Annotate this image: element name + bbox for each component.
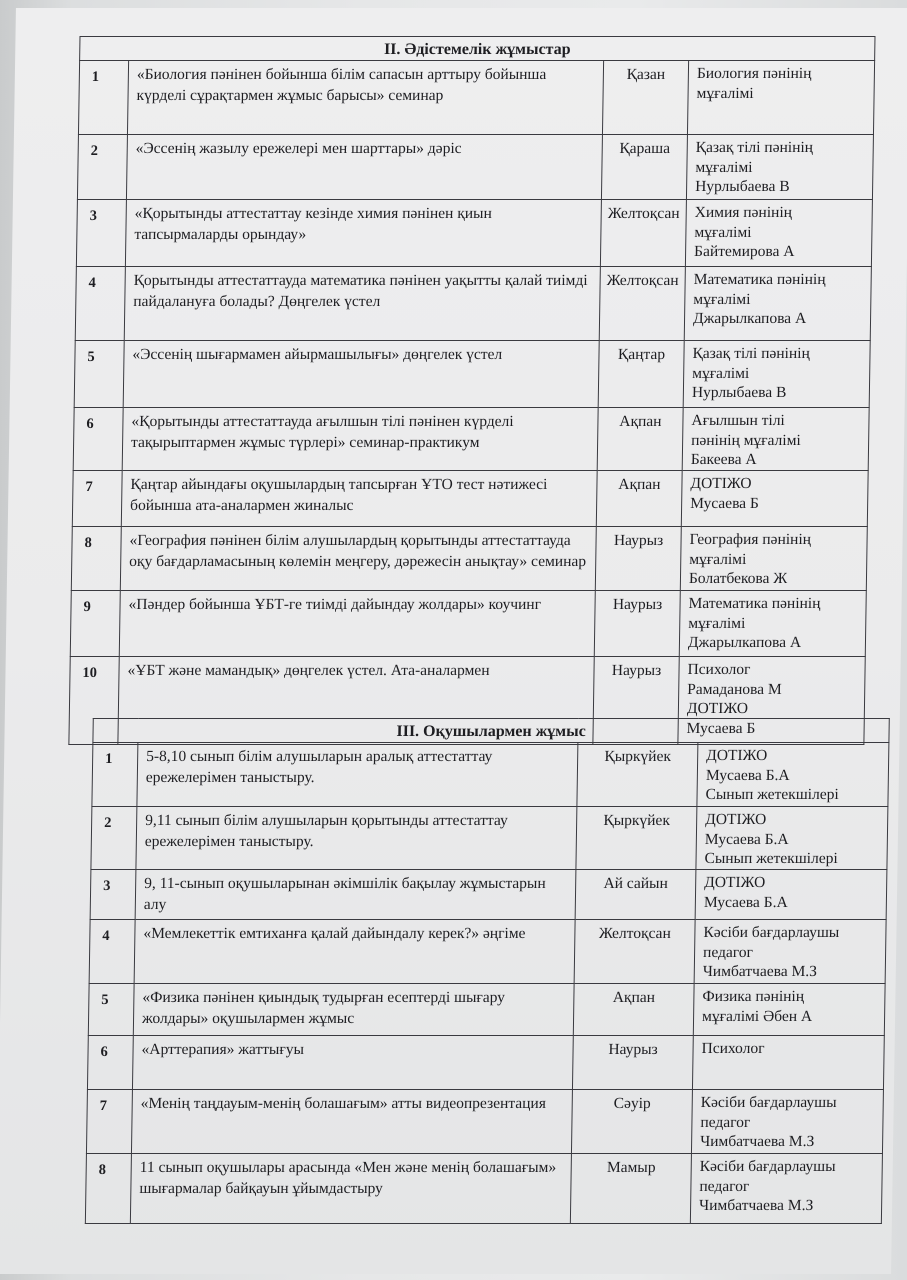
row-month: Наурыз: [595, 527, 681, 591]
document-page: [0, 8, 907, 1274]
row-number: 2: [77, 135, 127, 200]
row-month: Қазан: [602, 61, 688, 135]
row-number: 8: [85, 1154, 131, 1224]
row-topic: 9, 11-сынып оқушыларынан әкімшілік бақылау жұмыстарын алу: [135, 870, 576, 920]
row-topic: «Эссенің жазылу ережелері мен шарттары» дәріс: [126, 135, 602, 200]
row-number: 10: [69, 657, 119, 745]
row-responsible: Химия пәнінің мұғалімі Байтемирова А: [685, 200, 872, 267]
row-topic: «Мемлекеттік емтиханға қалай дайындалу керек?» әңгіме: [134, 920, 575, 984]
row-number: 5: [74, 341, 124, 408]
row-number: 1: [92, 743, 138, 807]
row-number: 2: [91, 807, 137, 870]
row-responsible: Биология пәнінің мұғалімі: [687, 61, 874, 135]
table-row: [86, 1090, 883, 1154]
row-responsible: Кәсіби бағдарлаушы педагог Чимбатчаева М.З: [691, 1090, 883, 1154]
row-topic: «ҰБТ және мамандық» дөңгелек үстел. Ата-аналармен: [118, 657, 594, 745]
row-topic: «География пәнінен білім алушылардың қорытынды аттестаттауда оқу бағдарламасының көлемін меңгеру, дәрежесін анықтау» семинар: [120, 527, 596, 591]
student-work-table: [85, 718, 890, 1224]
row-number: 5: [88, 984, 134, 1036]
row-number: 1: [78, 61, 128, 135]
row-month: Сәуір: [571, 1090, 692, 1154]
row-topic: «Физика пәнінен қиындық тудырған есептерді шығару жолдары» оқушылармен жұмыс: [133, 984, 574, 1036]
row-responsible: ДОТІЖО Мусаева Б.А Сынып жетекшілері: [696, 807, 888, 870]
row-responsible: Психолог: [692, 1036, 884, 1090]
row-responsible: Психолог Рамаданова М ДОТІЖО Мусаева Б: [678, 657, 865, 745]
row-number: 3: [90, 870, 136, 920]
row-responsible: Математика пәнінің мұғалімі Джарылкапова А: [679, 591, 866, 657]
row-topic: «Биология пәнінен бойынша білім сапасын арттыру бойынша күрделі сұрақтармен жұмыс барысы» семинар: [127, 61, 603, 135]
row-month: Ақпан: [597, 408, 683, 471]
row-responsible: Кәсіби бағдарлаушы педагог Чимбатчаева М.З: [690, 1154, 882, 1224]
methodical-work-table: [68, 36, 875, 745]
row-number: 3: [76, 200, 126, 267]
table-row: [76, 200, 872, 267]
row-month: Желтоқсан: [599, 267, 685, 341]
table-row: [71, 527, 867, 591]
row-month: Желтоқсан: [574, 920, 695, 984]
row-topic: «Эссенің шығармамен айырмашылығы» дөңгелек үстел: [123, 341, 599, 408]
row-month: Желтоқсан: [600, 200, 686, 267]
row-topic: Қорытынды аттестаттауда математика пәнінен уақытты қалай тиімді пайдалануға болады? Дөңгелек үстел: [124, 267, 600, 341]
row-number: 8: [71, 527, 121, 591]
row-topic: «Арттерапия» жаттығуы: [132, 1036, 573, 1090]
row-month: Наурыз: [594, 591, 680, 657]
row-topic: «Менің таңдауым-менің болашағым» атты видеопрезентация: [131, 1090, 572, 1154]
row-number: 6: [87, 1036, 133, 1090]
row-responsible: Ағылшын тілі пәнінің мұғалімі Бакеева А: [682, 408, 869, 471]
row-topic: «Қорытынды аттестаттауда ағылшын тілі пәнінен күрделі тақырыптармен жұмыс түрлері» семинар-практикум: [122, 408, 598, 471]
row-month: Ақпан: [573, 984, 694, 1036]
row-topic: «Пәндер бойынша ҰБТ-ге тиімді дайындау жолдары» коучинг: [119, 591, 595, 657]
row-number: 9: [70, 591, 120, 657]
table-row: [75, 267, 871, 341]
table-row: [74, 341, 870, 408]
table-row: [92, 743, 889, 807]
row-responsible: ДОТІЖО Мусаева Б.А: [695, 870, 887, 920]
row-month: Наурыз: [572, 1036, 693, 1090]
table-row: [78, 61, 874, 135]
row-month: Қараша: [601, 135, 687, 200]
table-row: [91, 807, 888, 870]
row-month: Наурыз: [593, 657, 679, 745]
section-title-students: III. Оқушылармен жұмыс: [93, 719, 889, 743]
row-month: Қаңтар: [598, 341, 684, 408]
row-responsible: Математика пәнінің мұғалімі Джарылкапова А: [684, 267, 871, 341]
row-topic: Қаңтар айындағы оқушылардың тапсырған ҰТО тест нәтижесі бойынша ата-аналармен жиналыс: [121, 471, 597, 527]
table-row: [85, 1154, 882, 1224]
row-responsible: ДОТІЖО Мусаева Б: [681, 471, 868, 527]
row-responsible: Физика пәнінің мұғалімі Әбен А: [693, 984, 885, 1036]
row-responsible: География пәнінің мұғалімі Болатбекова Ж: [680, 527, 867, 591]
table-row: [72, 471, 868, 527]
row-topic: 11 сынып оқушылары арасында «Мен және менің болашағым» шығармалар байқауын ұйымдастыру: [130, 1154, 571, 1224]
row-responsible: Қазақ тілі пәнінің мұғалімі Нурлыбаева В: [686, 135, 873, 200]
row-month: Ақпан: [596, 471, 682, 527]
table-row: [88, 984, 885, 1036]
table-row: [87, 1036, 884, 1090]
section-title-methodical: II. Әдістемелік жұмыстар: [80, 37, 875, 61]
row-month: Қыркүйек: [577, 743, 698, 807]
row-month: Мамыр: [570, 1154, 691, 1224]
row-month: Қыркүйек: [576, 807, 697, 870]
table-row: [73, 408, 869, 471]
row-number: 7: [86, 1090, 132, 1154]
row-responsible: Қазақ тілі пәнінің мұғалімі Нурлыбаева В: [683, 341, 870, 408]
row-responsible: ДОТІЖО Мусаева Б.А Сынып жетекшілері: [697, 743, 889, 807]
table-row: [77, 135, 873, 200]
table-row: [70, 591, 866, 657]
row-month: Ай сайын: [575, 870, 696, 920]
row-topic: 9,11 сынып білім алушыларын қорытынды аттестаттау ережелерімен таныстыру.: [136, 807, 577, 870]
row-responsible: Кәсіби бағдарлаушы педагог Чимбатчаева М.З: [694, 920, 886, 984]
row-number: 7: [72, 471, 122, 527]
row-number: 4: [75, 267, 125, 341]
row-topic: 5-8,10 сынып білім алушыларын аралық аттестаттау ережелерімен таныстыру.: [137, 743, 578, 807]
row-topic: «Қорытынды аттестаттау кезінде химия пәнінен қиын тапсырмаларды орындау»: [125, 200, 601, 267]
table-row: [90, 870, 887, 920]
row-number: 4: [89, 920, 135, 984]
row-number: 6: [73, 408, 123, 471]
table-row: [89, 920, 886, 984]
